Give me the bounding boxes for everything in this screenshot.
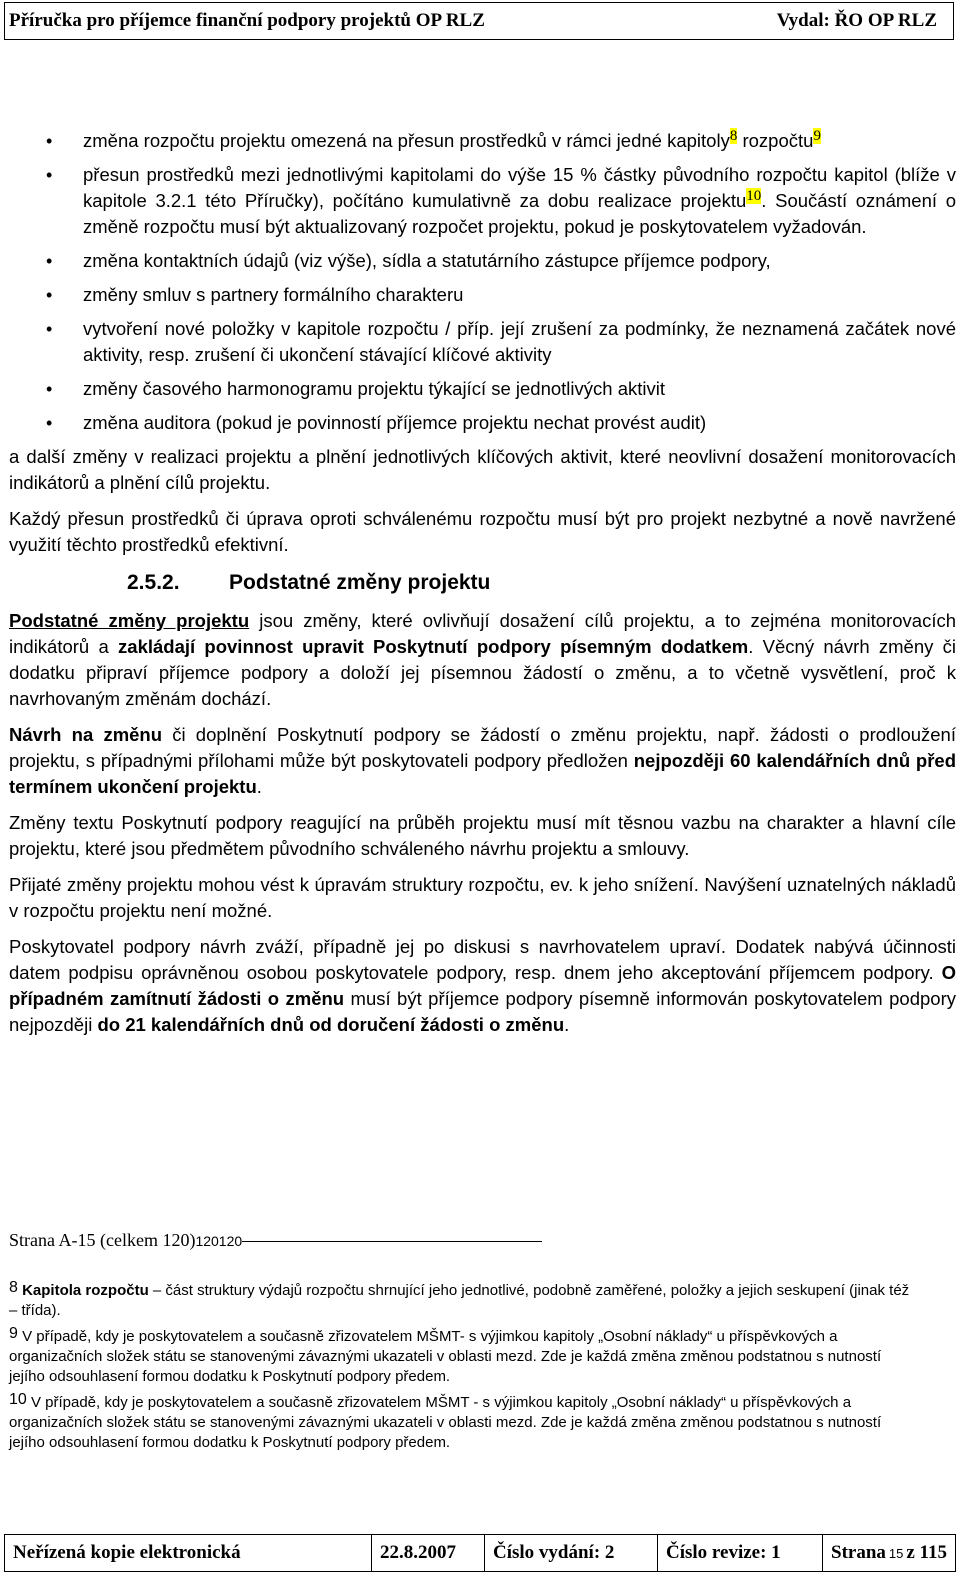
page-counter: Strana A-15 (celkem 120) 120120 [9,1230,542,1251]
footnotes [9,1278,914,1456]
list-item: • změny smluv s partnery formálního charakteru [9,282,956,308]
footnote: 8 Kapitola rozpočtu – část struktury výdajů rozpočtu shrnující jeho jednotlivé, podobně zaměřené, položky a jejich seskupení (jinak též – třída). [9,1279,910,1319]
footnote-ref[interactable]: 10 [746,188,762,204]
footnote-ref[interactable]: 9 [813,128,821,144]
section-heading: 2.5.2. Podstatné změny projektu [127,571,491,594]
footnote: 10 V případě, kdy je poskytovatelem a současně zřizovatelem MŠMT - s výjimkou kapitoly „Osobní náklady“ u příspěvkových a organizačních složek státu se stanovenými závaznými ukazateli v oblasti mezd. Zde je každá změna změnou podstatnou s nutností jejího odsouhlasení formou dodatku k Poskytnutí podpory předem. [9,1391,882,1451]
footer-copy-status: Neřízená kopie elektronická [5,1535,372,1571]
footer-revision: Číslo revize: 1 [658,1535,823,1571]
list-item: • přesun prostředků mezi jednotlivými kapitolami do výše 15 % částky původního rozpočtu kapitol (blíže v kapitole 3.2.1 této Příručky), počítáno kumulativně za dobu realizace projektu$^{10}$. Součástí oznámení o změně rozpočtu musí být aktualizovaný rozpočet projektu, pokud je poskytovatelem vyžadován. [9,162,956,240]
list-item: • změny časového harmonogramu projektu týkající se jednotlivých aktivit [9,376,956,402]
footnote-ref[interactable]: 8 [729,128,738,144]
footnote-separator [242,1241,542,1242]
change-list [9,128,956,436]
paragraph: Podstatné změny projektu jsou změny, které ovlivňují dosažení cílů projektu, a to zejména monitorovacích indikátorů a zakládají povinnost upravit Poskytnutí podpory písemným dodatkem. Věcný návrh změny či dodatku připraví příjemce podpory a doloží jej písemnou žádostí o změnu, a to včetně vysvětlení, proč k navrhovaným změnám dochází. [9,610,956,709]
header-title: Příručka pro příjemce finanční podpory projektů OP RLZ [9,10,485,31]
list-item: • změna auditora (pokud je povinností příjemce projektu nechat provést audit) [9,410,956,436]
paragraph: a další změny v realizaci projektu a plnění jednotlivých klíčových aktivit, které neovlivní dosažení monitorovacích indikátorů a plnění cílů projektu. [9,446,956,493]
document-header [4,2,954,40]
paragraph: Poskytovatel podpory návrh zváží, případně jej po diskusi s navrhovatelem upraví. Dodatek nabývá účinnosti datem podpisu oprávněnou osobou poskytovatele podpory, resp. dnem jeho akceptování příjemcem podpory. O případném zamítnutí žádosti o změnu musí být příjemce podpory písemně informován poskytovatelem podpory nejpozději do 21 kalendářních dnů od doručení žádosti o změnu. [9,936,956,1035]
list-item: • změna kontaktních údajů (viz výše), sídla a statutárního zástupce příjemce podpory, [9,248,956,274]
paragraph: Návrh na změnu či doplnění Poskytnutí podpory se žádostí o změnu projektu, např. žádosti o prodloužení projektu, s případnými přílohami může být poskytovateli podpory předložen nejpozději 60 kalendářních dnů před termínem ukončení projektu. [9,724,956,797]
paragraph: Změny textu Poskytnutí podpory reagující na průběh projektu musí mít těsnou vazbu na charakter a hlavní cíle projektu, které jsou předmětem původního schváleného návrhu projektu a smlouvy. [9,812,956,859]
footer-edition: Číslo vydání: 2 [485,1535,658,1571]
document-body [9,128,956,1048]
document-footer [4,1534,956,1572]
header-publisher: Vydal: ŘO OP RLZ [776,10,937,31]
list-item: • vytvoření nové položky v kapitole rozpočtu / příp. její zrušení za podmínky, že neznamená začátek nové aktivity, resp. zrušení či ukončení stávající klíčové aktivity [9,316,956,368]
paragraph: Každý přesun prostředků či úprava oproti schválenému rozpočtu musí být pro projekt nezbytné a nově navržené využití těchto prostředků efektivní. [9,508,956,555]
list-item: • změna rozpočtu projektu omezená na přesun prostředků v rámci jedné kapitoly$^8$ rozpočtu$^9$ [9,128,956,154]
footnote: 9 V případě, kdy je poskytovatelem a současně zřizovatelem MŠMT- s výjimkou kapitoly „Osobní náklady“ u příspěvkových a organizačních složek státu se stanovenými závaznými ukazateli v oblasti mezd. Zde je každá změna změnou podstatnou s nutností jejího odsouhlasení formou dodatku k Poskytnutí podpory předem. [9,1325,882,1385]
footer-page: Strana 15 z 115 [831,1542,948,1563]
footer-date: 22.8.2007 [372,1535,485,1571]
paragraph: Přijaté změny projektu mohou vést k úpravám struktury rozpočtu, ev. k jeho snížení. Navýšení uznatelných nákladů v rozpočtu projektu není možné. [9,874,956,921]
